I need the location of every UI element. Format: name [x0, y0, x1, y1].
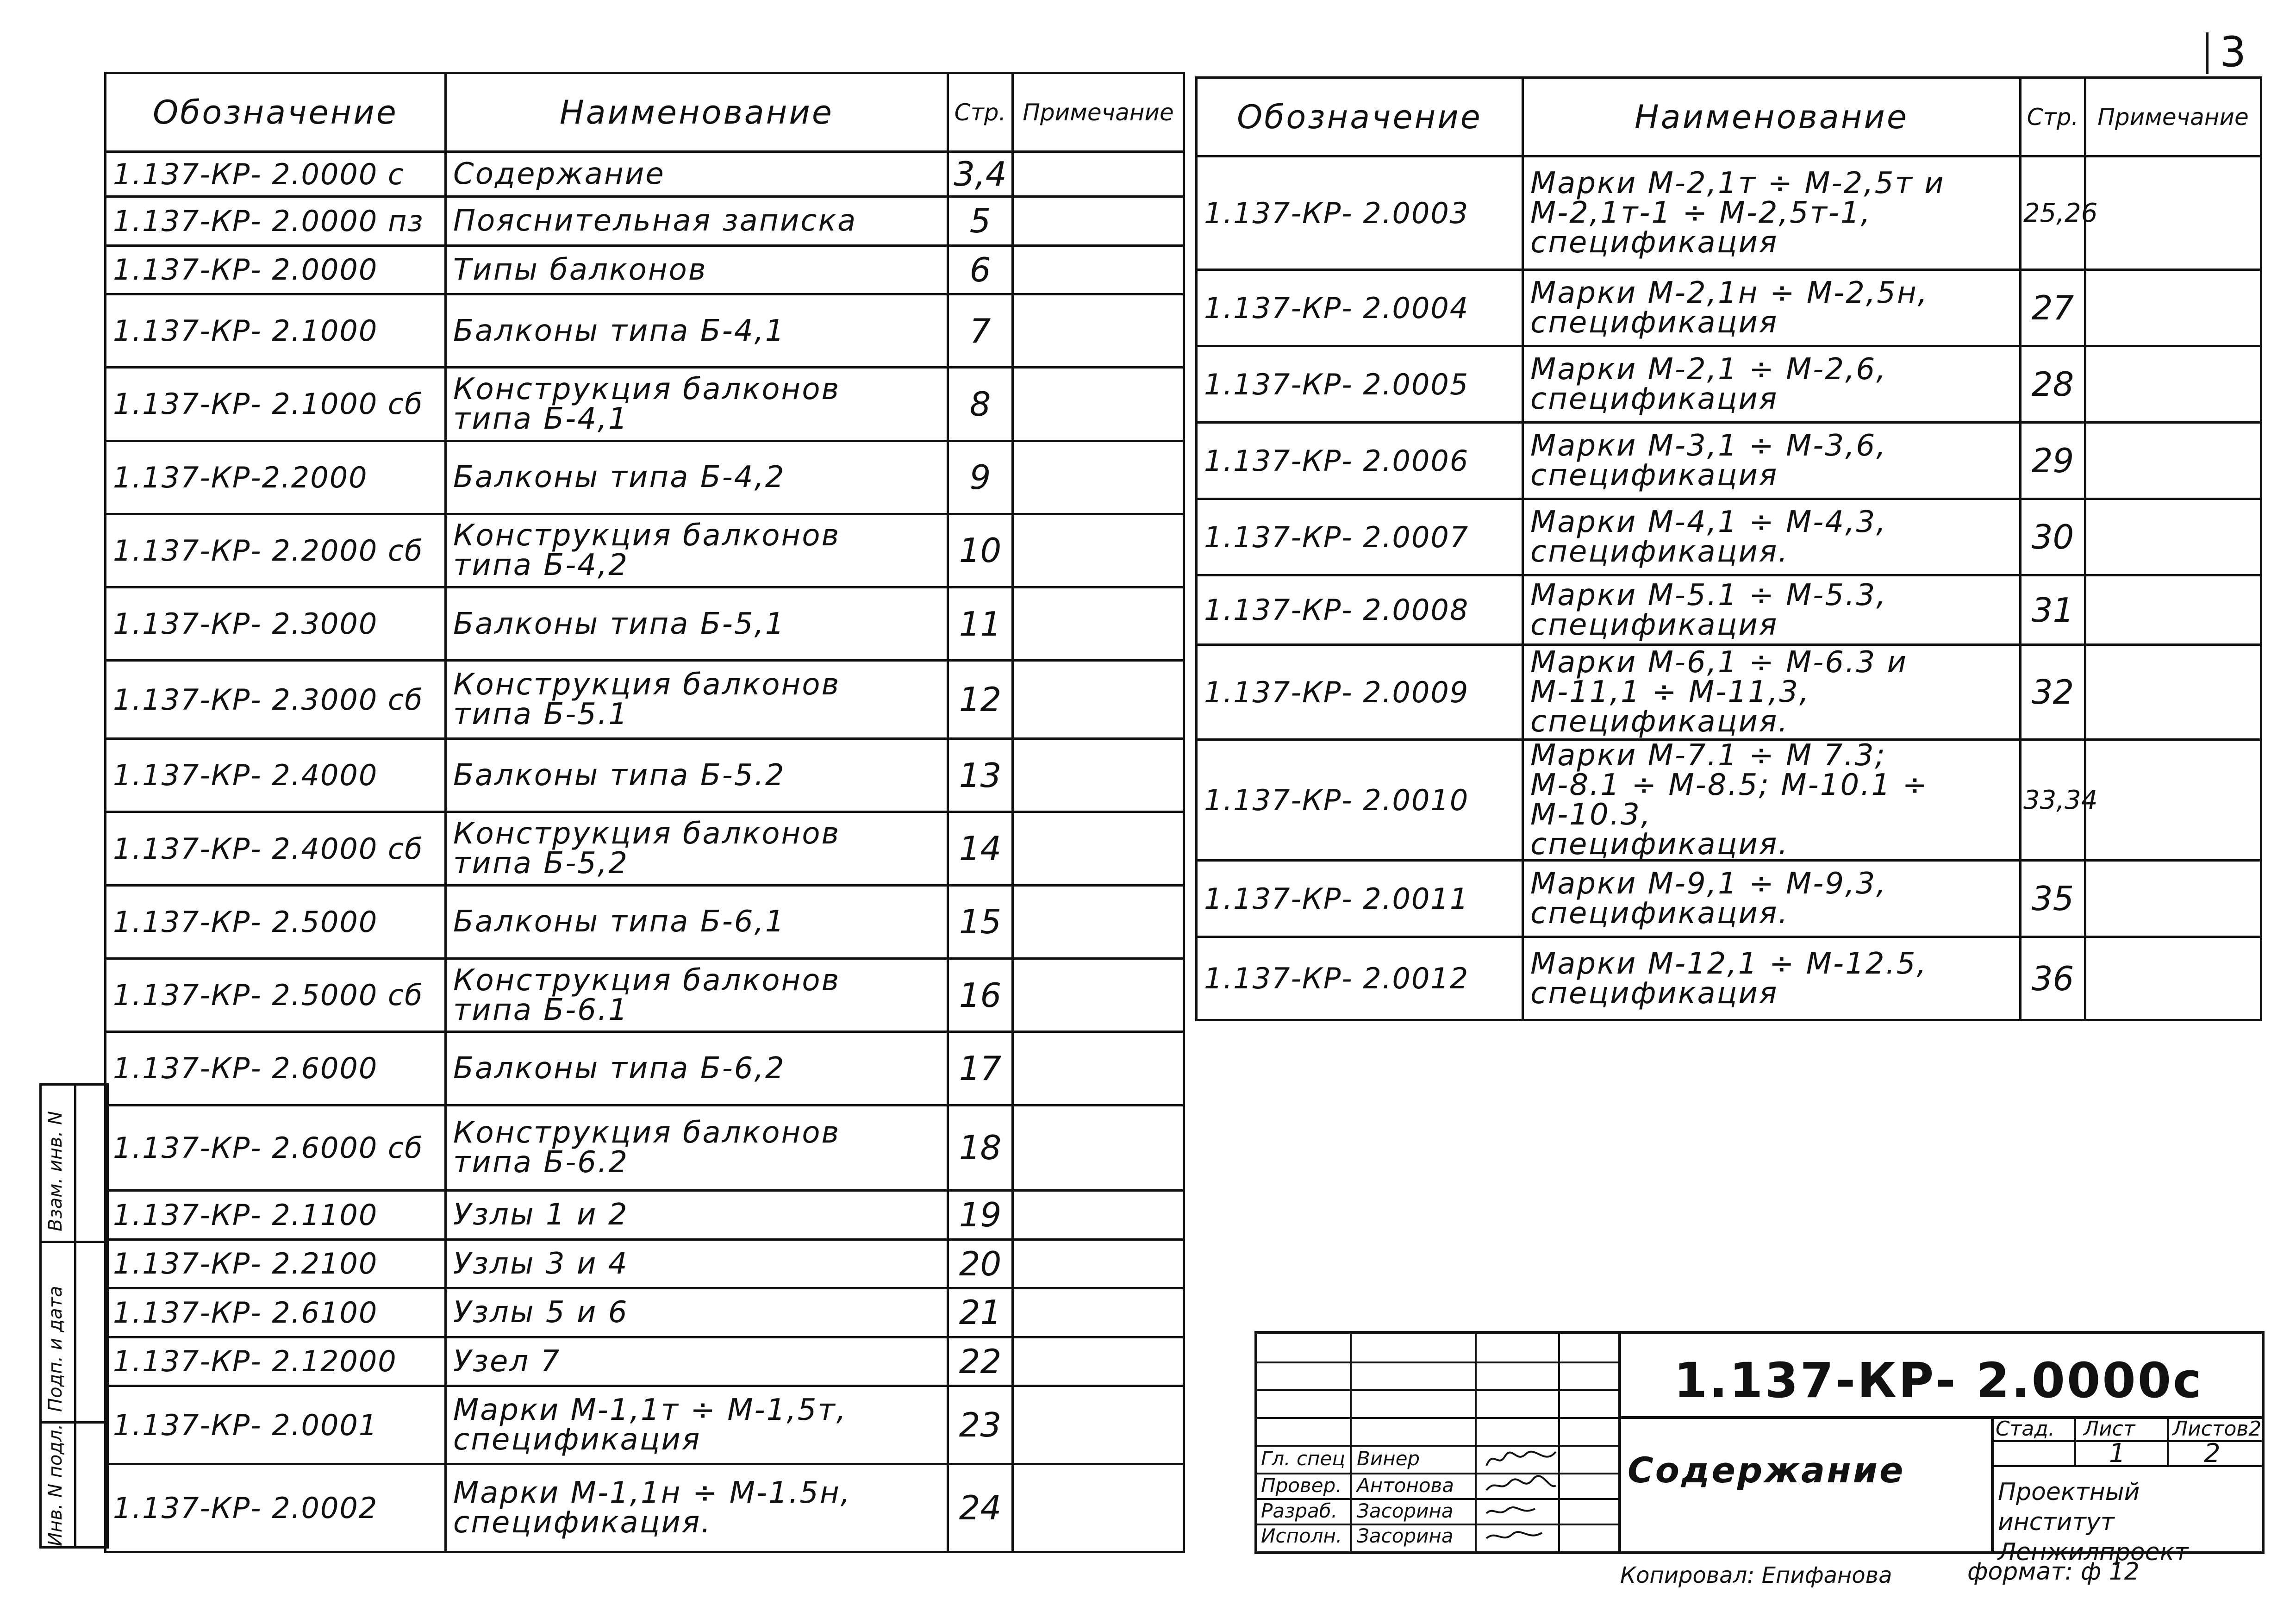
table-row	[106, 1337, 1184, 1386]
sheet-value: 1	[2109, 1438, 2126, 1468]
row-name: Балконы типа Б-6,1	[446, 885, 948, 958]
header-pages: Стр.	[2021, 78, 2085, 156]
row-designation: 1.137-КР- 2.5000 сб	[106, 959, 446, 1032]
row-note	[1013, 514, 1184, 587]
row-name: Конструкция балконов типа Б-5,2	[446, 812, 948, 885]
grid-line	[1558, 1334, 1560, 1551]
row-note	[1013, 1337, 1184, 1386]
row-name: Узел 7	[446, 1337, 948, 1386]
table-header	[1197, 78, 2261, 156]
row-designation: 1.137-КР- 2.0005	[1197, 346, 1523, 423]
row-name: Балконы типа Б-5,1	[446, 587, 948, 661]
row-designation: 1.137-КР- 2.0011	[1197, 861, 1523, 937]
role-chief-specialist: Гл. спец	[1261, 1447, 1345, 1470]
header-name: Наименование	[446, 73, 948, 152]
row-designation: 1.137-КР- 2.1100	[106, 1191, 446, 1240]
row-pages: 33,34	[2021, 740, 2085, 861]
stamp-inv-original: Инв. N подл.	[45, 1424, 66, 1546]
contents-table-left	[104, 72, 1185, 1553]
header-note: Примечание	[1013, 73, 1184, 152]
grid-line	[1257, 1417, 1618, 1419]
row-pages: 8	[948, 368, 1013, 441]
table-row	[1197, 861, 2261, 937]
title-block	[1254, 1331, 2265, 1566]
contents-body-left	[106, 152, 1184, 1552]
row-designation: 1.137-КР- 2.0003	[1197, 156, 1523, 270]
row-pages: 18	[948, 1105, 1013, 1191]
row-name: Марки М-7.1 ÷ М 7.3; М-8.1 ÷ М-8.5; М-10.1 ÷ М-10.3, спецификация.	[1523, 740, 2021, 861]
row-pages: 5	[948, 197, 1013, 246]
row-note	[1013, 1239, 1184, 1288]
row-designation: 1.137-КР- 2.0001	[106, 1386, 446, 1464]
copied-by: Копировал: Епифанова	[1620, 1562, 1892, 1588]
row-note	[1013, 1032, 1184, 1105]
row-name: Марки М-2,1т ÷ М-2,5т и М-2,1т-1 ÷ М-2,5т-1, спецификация	[1523, 156, 2021, 270]
table-row	[1197, 423, 2261, 499]
table-row	[106, 661, 1184, 739]
row-note	[1013, 959, 1184, 1032]
role-developed: Разраб.	[1261, 1499, 1338, 1522]
row-designation: 1.137-КР- 2.0012	[1197, 937, 1523, 1020]
row-pages: 3,4	[948, 152, 1013, 197]
side-approval-stamp	[39, 1083, 111, 1549]
row-note	[2085, 575, 2261, 645]
row-designation: 1.137-КР- 2.0006	[1197, 423, 1523, 499]
header-name: Наименование	[1523, 78, 2021, 156]
table-row	[106, 812, 1184, 885]
table-row	[106, 197, 1184, 246]
contents-body-right	[1197, 156, 2261, 1020]
row-designation: 1.137-КР- 2.6100	[106, 1288, 446, 1337]
table-header	[106, 73, 1184, 152]
row-note	[1013, 245, 1184, 294]
stamp-column	[72, 1083, 109, 1549]
document-code: 1.137-КР- 2.0000с	[1674, 1352, 2203, 1409]
row-note	[1013, 812, 1184, 885]
grid-line	[1257, 1362, 1618, 1363]
stage-label: Стад.	[1996, 1417, 2055, 1441]
table-row	[106, 587, 1184, 661]
row-name: Марки М-5.1 ÷ М-5.3, спецификация	[1523, 575, 2021, 645]
table-row	[1197, 499, 2261, 575]
row-name: Узлы 1 и 2	[446, 1191, 948, 1240]
row-pages: 19	[948, 1191, 1013, 1240]
row-note	[1013, 1464, 1184, 1552]
row-designation: 1.137-КР- 2.0000 с	[106, 152, 446, 197]
table-row	[106, 1105, 1184, 1191]
row-note	[1013, 441, 1184, 514]
table-row	[106, 959, 1184, 1032]
row-pages: 9	[948, 441, 1013, 514]
header-pages: Стр.	[948, 73, 1013, 152]
row-note	[1013, 1386, 1184, 1464]
row-name: Марки М-2,1 ÷ М-2,6, спецификация	[1523, 346, 2021, 423]
row-note	[1013, 1288, 1184, 1337]
row-name: Балконы типа Б-6,2	[446, 1032, 948, 1105]
row-designation: 1.137-КР- 2.0002	[106, 1464, 446, 1552]
row-name: Марки М-6,1 ÷ М-6.3 и М-11,1 ÷ М-11,3, спецификация.	[1523, 645, 2021, 740]
row-note	[1013, 885, 1184, 958]
table-row	[1197, 575, 2261, 645]
header-designation: Обозначение	[1197, 78, 1523, 156]
row-pages: 36	[2021, 937, 2085, 1020]
row-pages: 11	[948, 587, 1013, 661]
row-note	[2085, 270, 2261, 346]
row-name: Марки М-4,1 ÷ М-4,3, спецификация.	[1523, 499, 2021, 575]
row-name: Конструкция балконов типа Б-6.1	[446, 959, 948, 1032]
sheet-format: формат: ф 12	[1967, 1558, 2140, 1586]
table-row	[106, 245, 1184, 294]
sheets-value: 2	[2204, 1438, 2221, 1468]
grid-line	[1475, 1334, 1477, 1551]
row-pages: 17	[948, 1032, 1013, 1105]
row-name: Узлы 3 и 4	[446, 1239, 948, 1288]
row-designation: 1.137-КР- 2.6000	[106, 1032, 446, 1105]
table-row	[1197, 346, 2261, 423]
header-designation: Обозначение	[106, 73, 446, 152]
row-note	[2085, 346, 2261, 423]
row-name: Конструкция балконов типа Б-4,1	[446, 368, 948, 441]
row-pages: 10	[948, 514, 1013, 587]
row-pages: 25,26	[2021, 156, 2085, 270]
row-name: Марки М-9,1 ÷ М-9,3, спецификация.	[1523, 861, 2021, 937]
row-designation: 1.137-КР- 2.3000 сб	[106, 661, 446, 739]
row-note	[2085, 499, 2261, 575]
row-name: Балконы типа Б-4,1	[446, 294, 948, 368]
table-row	[1197, 645, 2261, 740]
table-row	[106, 1239, 1184, 1288]
row-pages: 30	[2021, 499, 2085, 575]
table-row	[106, 514, 1184, 587]
grid-line	[1257, 1389, 1618, 1391]
row-pages: 13	[948, 739, 1013, 812]
grid-line	[1350, 1334, 1352, 1551]
row-name: Узлы 5 и 6	[446, 1288, 948, 1337]
row-pages: 12	[948, 661, 1013, 739]
role-executed: Исполн.	[1261, 1524, 1342, 1547]
row-name: Балконы типа Б-5.2	[446, 739, 948, 812]
signature-mark	[1484, 1474, 1558, 1497]
stage-sheet-box	[1991, 1416, 2262, 1467]
row-designation: 1.137-КР- 2.0007	[1197, 499, 1523, 575]
row-note	[1013, 739, 1184, 812]
row-designation: 1.137-КР- 2.3000	[106, 587, 446, 661]
row-designation: 1.137-КР- 2.4000	[106, 739, 446, 812]
row-name: Конструкция балконов типа Б-6.2	[446, 1105, 948, 1191]
row-name: Марки М-1,1н ÷ М-1.5н, спецификация.	[446, 1464, 948, 1552]
table-row	[106, 1386, 1184, 1464]
row-pages: 15	[948, 885, 1013, 958]
row-pages: 20	[948, 1239, 1013, 1288]
table-row	[1197, 270, 2261, 346]
row-designation: 1.137-КР- 2.12000	[106, 1337, 446, 1386]
row-note	[1013, 368, 1184, 441]
person-checked: Антонова	[1357, 1474, 1454, 1497]
row-note	[1013, 661, 1184, 739]
grid-line	[1257, 1445, 1618, 1447]
row-designation: 1.137-КР- 2.0004	[1197, 270, 1523, 346]
row-note	[2085, 156, 2261, 270]
signature-grid	[1257, 1334, 1621, 1551]
row-pages: 24	[948, 1464, 1013, 1552]
row-note	[2085, 861, 2261, 937]
row-name: Марки М-12,1 ÷ М-12.5, спецификация	[1523, 937, 2021, 1020]
row-name: Конструкция балконов типа Б-5.1	[446, 661, 948, 739]
table-row	[1197, 156, 2261, 270]
row-pages: 6	[948, 245, 1013, 294]
sheets-label	[2172, 1417, 2261, 1441]
row-note	[1013, 294, 1184, 368]
table-row	[106, 1032, 1184, 1105]
signature-mark	[1484, 1447, 1558, 1470]
row-pages: 14	[948, 812, 1013, 885]
row-pages: 27	[2021, 270, 2085, 346]
table-row	[1197, 937, 2261, 1020]
row-pages: 7	[948, 294, 1013, 368]
row-pages: 22	[948, 1337, 1013, 1386]
table-row	[106, 1191, 1184, 1240]
table-row	[106, 368, 1184, 441]
row-designation: 1.137-КР- 2.0000	[106, 245, 446, 294]
signature-mark	[1484, 1524, 1558, 1548]
row-pages: 21	[948, 1288, 1013, 1337]
row-designation: 1.137-КР- 2.2100	[106, 1239, 446, 1288]
contents-table-right	[1195, 76, 2262, 1021]
row-designation: 1.137-КР- 2.6000 сб	[106, 1105, 446, 1191]
stamp-divider	[39, 1241, 106, 1243]
table-row	[106, 1288, 1184, 1337]
row-designation: 1.137-КР- 2.0009	[1197, 645, 1523, 740]
row-note	[1013, 152, 1184, 197]
person-executed: Засорина	[1357, 1524, 1454, 1547]
table-row	[106, 885, 1184, 958]
stamp-divider	[39, 1421, 106, 1424]
row-designation: 1.137-КР- 2.2000 сб	[106, 514, 446, 587]
row-note	[2085, 740, 2261, 861]
row-note	[1013, 1191, 1184, 1240]
table-row	[1197, 740, 2261, 861]
row-pages: 31	[2021, 575, 2085, 645]
table-row	[106, 1464, 1184, 1552]
table-row	[106, 152, 1184, 197]
row-name: Содержание	[446, 152, 948, 197]
row-pages: 16	[948, 959, 1013, 1032]
row-note	[1013, 587, 1184, 661]
table-row	[106, 441, 1184, 514]
row-designation: 1.137-КР-2.2000	[106, 441, 446, 514]
grid-line	[1991, 1465, 2262, 1467]
row-pages: 35	[2021, 861, 2085, 937]
sheets-total: 2	[2248, 1417, 2262, 1441]
row-designation: 1.137-КР- 2.0008	[1197, 575, 1523, 645]
stamp-replaced-inv: Взам. инв. N	[45, 1111, 66, 1231]
row-note	[1013, 197, 1184, 246]
row-designation: 1.137-КР- 2.1000	[106, 294, 446, 368]
role-checked: Провер.	[1261, 1474, 1342, 1497]
row-note	[2085, 645, 2261, 740]
row-designation: 1.137-КР- 2.0010	[1197, 740, 1523, 861]
organization-name: Проектный институт Ленжилпроект	[1998, 1478, 2189, 1566]
person-developed: Засорина	[1357, 1499, 1454, 1522]
signature-mark	[1484, 1499, 1558, 1523]
row-pages: 32	[2021, 645, 2085, 740]
row-name: Типы балконов	[446, 245, 948, 294]
page-number: 3	[2220, 28, 2246, 76]
row-note	[2085, 937, 2261, 1020]
row-designation: 1.137-КР- 2.1000 сб	[106, 368, 446, 441]
row-pages: 29	[2021, 423, 2085, 499]
row-designation: 1.137-КР- 2.4000 сб	[106, 812, 446, 885]
table-row	[106, 294, 1184, 368]
header-note: Примечание	[2085, 78, 2261, 156]
sheets-label-text: Листов	[2172, 1417, 2249, 1441]
row-pages: 28	[2021, 346, 2085, 423]
row-name: Марки М-2,1н ÷ М-2,5н, спецификация	[1523, 270, 2021, 346]
row-designation: 1.137-КР- 2.5000	[106, 885, 446, 958]
row-name: Конструкция балконов типа Б-4,2	[446, 514, 948, 587]
row-name: Марки М-1,1т ÷ М-1,5т, спецификация	[446, 1386, 948, 1464]
person-chief-specialist: Винер	[1357, 1447, 1420, 1470]
stamp-sign-date: Подп. и дата	[45, 1286, 66, 1412]
document-title: Содержание	[1628, 1449, 1905, 1491]
table-row	[106, 739, 1184, 812]
row-name: Пояснительная записка	[446, 197, 948, 246]
row-note	[1013, 1105, 1184, 1191]
row-pages: 23	[948, 1386, 1013, 1464]
sheet-label: Лист	[2084, 1417, 2135, 1441]
row-name: Марки М-3,1 ÷ М-3,6, спецификация	[1523, 423, 2021, 499]
row-name: Балконы типа Б-4,2	[446, 441, 948, 514]
row-designation: 1.137-КР- 2.0000 пз	[106, 197, 446, 246]
row-note	[2085, 423, 2261, 499]
